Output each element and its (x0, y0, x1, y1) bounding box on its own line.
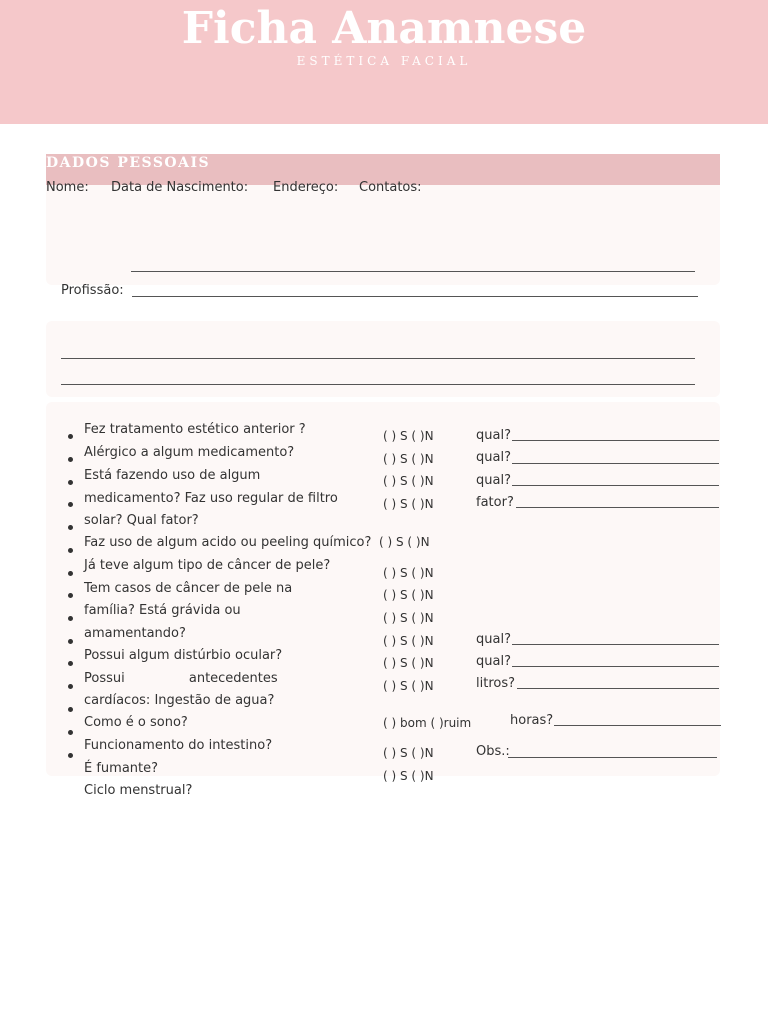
option-sim-nao[interactable]: ( ) S ( )N (383, 588, 434, 602)
option-sleep[interactable]: ( ) bom ( )ruim (383, 716, 472, 730)
bullet (68, 753, 73, 758)
option-sim-nao[interactable]: ( ) S ( )N (383, 611, 434, 625)
label-qual: qual? (476, 473, 511, 488)
bullet (68, 593, 73, 598)
question-text: Como é o sono? (84, 715, 188, 730)
label-profissao: Profissão: (61, 283, 124, 298)
option-sim-nao[interactable]: ( ) S ( )N (383, 429, 434, 443)
label-endereco: Endereço: (273, 180, 339, 195)
field-line-contatos[interactable] (131, 271, 695, 272)
field-line-qual[interactable] (512, 485, 719, 486)
option-sim-nao[interactable]: ( ) S ( )N (383, 634, 434, 648)
label-qual: qual? (476, 428, 511, 443)
field-line-obs[interactable] (508, 757, 717, 758)
option-sim-nao[interactable]: ( ) S ( )N (383, 474, 434, 488)
label-obs: Obs.: (476, 744, 510, 759)
field-line-qual[interactable] (512, 463, 719, 464)
field-line-qual[interactable] (512, 666, 719, 667)
question-text: É fumante? (84, 761, 159, 776)
question-text: amamentando? (84, 626, 186, 641)
label-horas: horas? (510, 713, 554, 728)
section-title-personal: DADOS PESSOAIS (46, 155, 211, 171)
field-line-notes-1[interactable] (61, 358, 695, 359)
bullet (68, 548, 73, 553)
field-line-profissao[interactable] (132, 296, 698, 297)
bullet (68, 502, 73, 507)
bullet (68, 707, 73, 712)
label-qual: qual? (476, 450, 511, 465)
field-line-notes-2[interactable] (61, 384, 695, 385)
option-sim-nao[interactable]: ( ) S ( )N (383, 656, 434, 670)
question-text: Faz uso de algum acido ou peeling químico? (84, 535, 372, 550)
bullet (68, 730, 73, 735)
option-sim-nao[interactable]: ( ) S ( )N (383, 497, 434, 511)
label-nome: Nome: (46, 180, 89, 195)
option-sim-nao[interactable]: ( ) S ( )N (383, 679, 434, 693)
field-line-fator[interactable] (516, 507, 719, 508)
question-text: cardíacos: Ingestão de agua? (84, 693, 275, 708)
question-text: Tem casos de câncer de pele na (84, 581, 293, 596)
bullet (68, 525, 73, 530)
option-sim-nao[interactable]: ( ) S ( )N (383, 566, 434, 580)
question-text: Funcionamento do intestino? (84, 738, 273, 753)
question-text: Possui antecedentes (84, 671, 278, 686)
header-banner (0, 0, 768, 124)
label-litros: litros? (476, 676, 516, 691)
bullet (68, 457, 73, 462)
question-text: Ciclo menstrual? (84, 783, 193, 798)
label-qual: qual? (476, 654, 511, 669)
question-text: Já teve algum tipo de câncer de pele? (84, 558, 331, 573)
notes-panel (46, 321, 720, 397)
label-nascimento: Data de Nascimento: (111, 180, 249, 195)
label-fator: fator? (476, 495, 514, 510)
label-qual: qual? (476, 632, 511, 647)
question-text: família? Está grávida ou (84, 603, 241, 618)
question-text: Alérgico a algum medicamento? (84, 445, 295, 460)
field-line-litros[interactable] (517, 688, 719, 689)
question-text: Possui algum distúrbio ocular? (84, 648, 283, 663)
page-title: Ficha Anamnese (181, 3, 587, 54)
field-line-horas[interactable] (554, 725, 721, 726)
option-sim-nao[interactable]: ( ) S ( )N (383, 769, 434, 783)
question-text: medicamento? Faz uso regular de filtro (84, 491, 338, 506)
option-sim-nao[interactable]: ( ) S ( )N (383, 746, 434, 760)
field-line-qual[interactable] (512, 644, 719, 645)
question-text: Fez tratamento estético anterior ? (84, 422, 306, 437)
bullet (68, 661, 73, 666)
bullet (68, 639, 73, 644)
bullet (68, 434, 73, 439)
question-text: solar? Qual fator? (84, 513, 199, 528)
page-subtitle: ESTÉTICA FACIAL (296, 54, 472, 68)
label-contatos: Contatos: (359, 180, 422, 195)
bullet (68, 571, 73, 576)
bullet (68, 684, 73, 689)
bullet (68, 480, 73, 485)
bullet (68, 616, 73, 621)
field-line-qual[interactable] (512, 440, 719, 441)
option-sim-nao[interactable]: ( ) S ( )N (383, 452, 434, 466)
option-sim-nao[interactable]: ( ) S ( )N (379, 535, 430, 549)
question-text: Está fazendo uso de algum (84, 468, 261, 483)
